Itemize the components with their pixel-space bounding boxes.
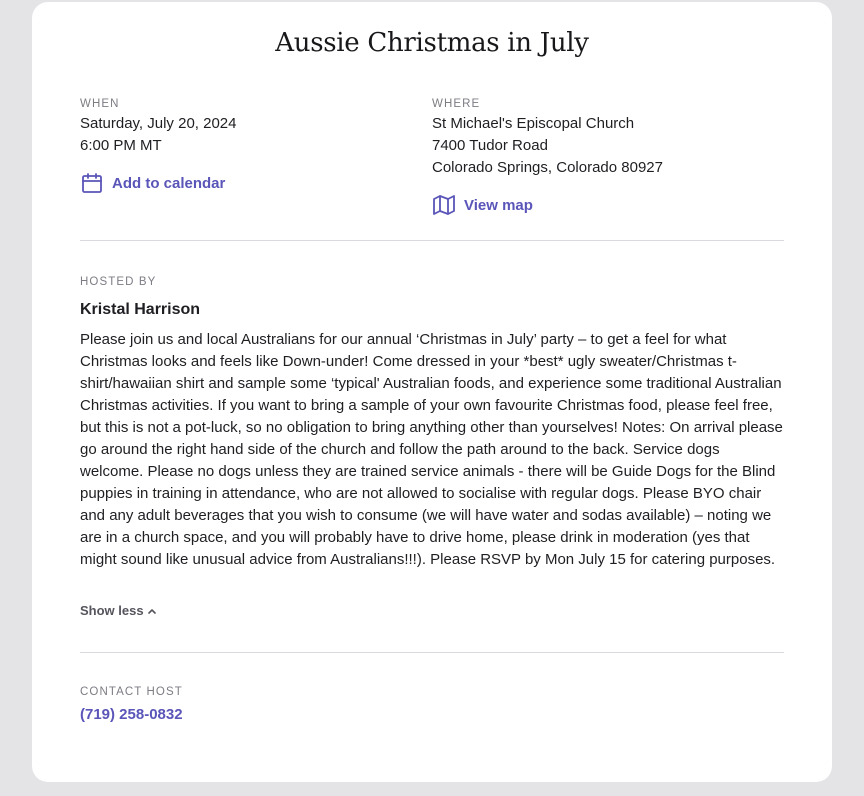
venue-street: 7400 Tudor Road [432,137,548,154]
map-icon [432,193,456,217]
event-title: Aussie Christmas in July [275,28,589,58]
contact-host-label: CONTACT HOST [80,686,183,698]
calendar-icon [80,171,104,195]
event-details-card [32,2,832,782]
event-date: Saturday, July 20, 2024 [80,115,237,132]
hosted-by-label: HOSTED BY [80,276,157,288]
venue-name: St Michael's Episcopal Church [432,115,635,132]
chevron-up-icon [147,606,157,616]
event-info-row [80,95,784,217]
venue-city: Colorado Springs, Colorado 80927 [432,159,663,176]
section-divider [80,652,784,653]
show-less-button[interactable] [80,603,157,618]
where-label: WHERE [432,98,481,110]
contact-host-section [80,683,784,724]
add-to-calendar-label: Add to calendar [112,174,226,192]
when-label: WHEN [80,98,120,110]
event-time: 6:00 PM MT [80,137,162,154]
view-map-button[interactable] [432,193,784,217]
when-section [80,95,432,217]
section-divider [80,240,784,241]
where-section [432,95,784,217]
host-phone-link[interactable]: (719) 258-0832 [80,706,183,723]
hosted-by-section [80,273,784,620]
view-map-label: View map [464,196,533,214]
show-less-label: Show less [80,603,144,618]
host-name: Kristal Harrison [80,301,201,318]
event-description: Please join us and local Australians for our annual ‘Christmas in July’ party – to get a feel for what Christmas looks and feels like Down-under! Come dressed in your *best* ugly sweater/Christmas t-shirt/hawaiian shirt and sample some ‘typical' Australian foods, and experience some traditional Australian Christmas activities. If you want to bring a sample of your own favourite Christmas food, please feel free, but this is not a pot-luck, so no obligation to bring anything other than yourselves! Notes: On arrival please go around the right hand side of the church and follow the path around to the back. Service dogs welcome. Please no dogs unless they are trained service animals - there will be Guide Dogs for the Blind puppies in training in attendance, who are not allowed to socialise with regular dogs. Please BYO chair and any adult beverages that you wish to consume (we will have water and sodas available) – noting we are in a church space, and you will probably have to drive home, please drink in moderation (yes that might sound like unusual advice from Australians!!!). Please RSVP by Mon July 15 for catering purposes. [80,331,783,568]
add-to-calendar-button[interactable] [80,171,432,195]
